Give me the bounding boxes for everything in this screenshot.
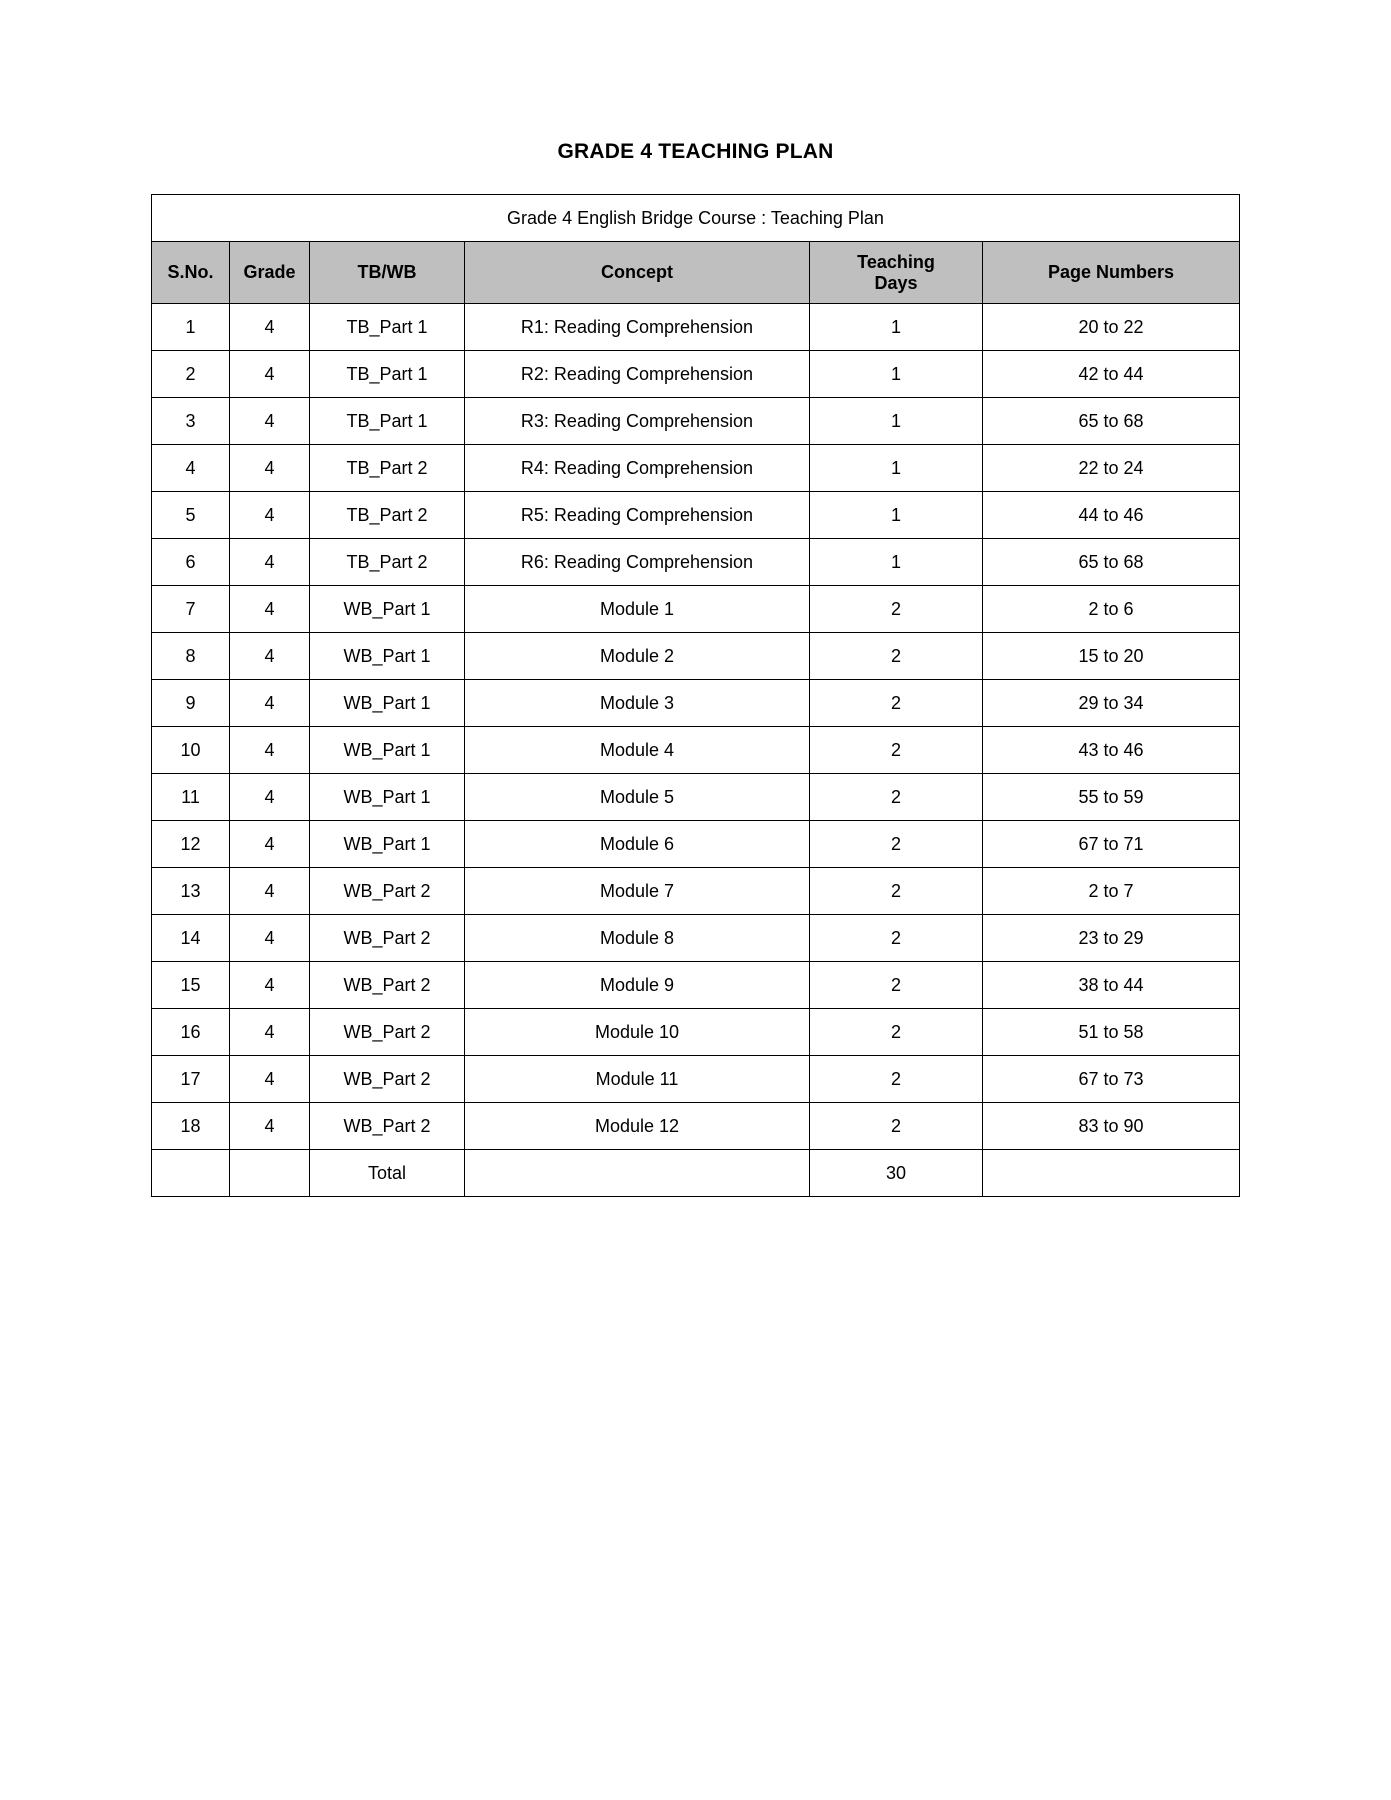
row-tbwb: WB_Part 1: [310, 633, 465, 680]
row-page-numbers: 15 to 20: [983, 633, 1240, 680]
row-teaching-days: 2: [810, 633, 983, 680]
row-page-numbers: 2 to 6: [983, 586, 1240, 633]
row-grade: 4: [230, 445, 310, 492]
table-body: [152, 304, 1240, 1197]
column-header-page-numbers: Page Numbers: [983, 242, 1240, 304]
row-page-numbers: 44 to 46: [983, 492, 1240, 539]
column-header-concept: Concept: [465, 242, 810, 304]
row-teaching-days: 1: [810, 398, 983, 445]
row-tbwb: TB_Part 2: [310, 539, 465, 586]
row-grade: 4: [230, 1056, 310, 1103]
row-page-numbers: 20 to 22: [983, 304, 1240, 351]
row-sno: 5: [152, 492, 230, 539]
table-row: [152, 727, 1240, 774]
table-row: [152, 915, 1240, 962]
row-concept: R4: Reading Comprehension: [465, 445, 810, 492]
row-sno: 6: [152, 539, 230, 586]
row-concept: Module 12: [465, 1103, 810, 1150]
row-page-numbers: 65 to 68: [983, 539, 1240, 586]
row-tbwb: WB_Part 2: [310, 915, 465, 962]
table-row: [152, 680, 1240, 727]
table-row: [152, 1056, 1240, 1103]
column-header-teaching-days: [810, 242, 983, 304]
row-grade: 4: [230, 727, 310, 774]
row-tbwb: WB_Part 1: [310, 680, 465, 727]
table-row: [152, 774, 1240, 821]
row-concept: Module 11: [465, 1056, 810, 1103]
row-grade: 4: [230, 492, 310, 539]
row-tbwb: WB_Part 2: [310, 962, 465, 1009]
row-tbwb: WB_Part 1: [310, 821, 465, 868]
row-page-numbers: 29 to 34: [983, 680, 1240, 727]
page-title: GRADE 4 TEACHING PLAN: [557, 140, 834, 163]
row-concept: Module 7: [465, 868, 810, 915]
row-page-numbers: 51 to 58: [983, 1009, 1240, 1056]
row-page-numbers: 67 to 73: [983, 1056, 1240, 1103]
row-concept: Module 1: [465, 586, 810, 633]
row-tbwb: WB_Part 2: [310, 1009, 465, 1056]
row-concept: Module 5: [465, 774, 810, 821]
row-grade: 4: [230, 351, 310, 398]
row-sno: 9: [152, 680, 230, 727]
table-row: [152, 539, 1240, 586]
row-grade: 4: [230, 868, 310, 915]
row-teaching-days: 1: [810, 304, 983, 351]
row-sno: 3: [152, 398, 230, 445]
row-teaching-days: 2: [810, 821, 983, 868]
row-grade: 4: [230, 774, 310, 821]
row-concept: Module 10: [465, 1009, 810, 1056]
row-concept: Module 4: [465, 727, 810, 774]
total-concept: [465, 1150, 810, 1197]
table-row: [152, 1009, 1240, 1056]
table-head: [152, 195, 1240, 304]
column-header-teaching-days-line2: Days: [874, 272, 918, 293]
row-tbwb: TB_Part 2: [310, 445, 465, 492]
row-concept: R6: Reading Comprehension: [465, 539, 810, 586]
table-row: [152, 304, 1240, 351]
row-sno: 2: [152, 351, 230, 398]
row-tbwb: WB_Part 1: [310, 774, 465, 821]
row-grade: 4: [230, 1009, 310, 1056]
row-teaching-days: 2: [810, 1056, 983, 1103]
row-sno: 16: [152, 1009, 230, 1056]
row-tbwb: TB_Part 1: [310, 304, 465, 351]
teaching-plan-table: [151, 194, 1240, 1197]
table-row: [152, 586, 1240, 633]
row-teaching-days: 1: [810, 539, 983, 586]
row-sno: 12: [152, 821, 230, 868]
row-grade: 4: [230, 304, 310, 351]
row-teaching-days: 2: [810, 962, 983, 1009]
row-teaching-days: 2: [810, 586, 983, 633]
row-page-numbers: 67 to 71: [983, 821, 1240, 868]
row-grade: 4: [230, 680, 310, 727]
row-grade: 4: [230, 1103, 310, 1150]
table-row: [152, 1103, 1240, 1150]
row-sno: 4: [152, 445, 230, 492]
row-teaching-days: 2: [810, 680, 983, 727]
row-tbwb: WB_Part 1: [310, 727, 465, 774]
table-row: [152, 633, 1240, 680]
column-header-tbwb: TB/WB: [310, 242, 465, 304]
table-row: [152, 398, 1240, 445]
table-row: [152, 868, 1240, 915]
total-grade: [230, 1150, 310, 1197]
row-sno: 10: [152, 727, 230, 774]
row-sno: 17: [152, 1056, 230, 1103]
row-concept: R2: Reading Comprehension: [465, 351, 810, 398]
row-teaching-days: 1: [810, 492, 983, 539]
row-concept: Module 8: [465, 915, 810, 962]
column-header-grade: Grade: [230, 242, 310, 304]
row-sno: 14: [152, 915, 230, 962]
row-page-numbers: 22 to 24: [983, 445, 1240, 492]
row-teaching-days: 2: [810, 774, 983, 821]
table-row: [152, 492, 1240, 539]
total-page-numbers: [983, 1150, 1240, 1197]
row-concept: R3: Reading Comprehension: [465, 398, 810, 445]
row-page-numbers: 83 to 90: [983, 1103, 1240, 1150]
row-grade: 4: [230, 821, 310, 868]
table-caption: Grade 4 English Bridge Course : Teaching Plan: [152, 195, 1240, 242]
row-teaching-days: 1: [810, 445, 983, 492]
row-teaching-days: 2: [810, 1009, 983, 1056]
row-teaching-days: 2: [810, 1103, 983, 1150]
table-row: [152, 962, 1240, 1009]
row-tbwb: WB_Part 2: [310, 1056, 465, 1103]
row-concept: R1: Reading Comprehension: [465, 304, 810, 351]
row-tbwb: TB_Part 1: [310, 351, 465, 398]
row-tbwb: WB_Part 1: [310, 586, 465, 633]
row-grade: 4: [230, 633, 310, 680]
total-teaching-days: 30: [810, 1150, 983, 1197]
row-sno: 13: [152, 868, 230, 915]
table-row: [152, 445, 1240, 492]
row-page-numbers: 38 to 44: [983, 962, 1240, 1009]
row-teaching-days: 2: [810, 915, 983, 962]
column-header-sno: S.No.: [152, 242, 230, 304]
row-sno: 1: [152, 304, 230, 351]
row-page-numbers: 43 to 46: [983, 727, 1240, 774]
row-page-numbers: 2 to 7: [983, 868, 1240, 915]
row-sno: 11: [152, 774, 230, 821]
row-page-numbers: 23 to 29: [983, 915, 1240, 962]
row-sno: 7: [152, 586, 230, 633]
table-row: [152, 821, 1240, 868]
row-grade: 4: [230, 915, 310, 962]
total-sno: [152, 1150, 230, 1197]
row-tbwb: WB_Part 2: [310, 868, 465, 915]
row-concept: Module 3: [465, 680, 810, 727]
row-sno: 15: [152, 962, 230, 1009]
row-concept: R5: Reading Comprehension: [465, 492, 810, 539]
row-concept: Module 9: [465, 962, 810, 1009]
total-label: Total: [310, 1150, 465, 1197]
row-teaching-days: 2: [810, 868, 983, 915]
row-teaching-days: 2: [810, 727, 983, 774]
table-row: [152, 351, 1240, 398]
row-page-numbers: 65 to 68: [983, 398, 1240, 445]
row-tbwb: WB_Part 2: [310, 1103, 465, 1150]
row-page-numbers: 55 to 59: [983, 774, 1240, 821]
column-header-teaching-days-line1: Teaching: [857, 251, 935, 272]
table-caption-row: [152, 195, 1240, 242]
row-grade: 4: [230, 586, 310, 633]
row-grade: 4: [230, 962, 310, 1009]
table-total-row: [152, 1150, 1240, 1197]
table-header-row: [152, 242, 1240, 304]
row-grade: 4: [230, 398, 310, 445]
row-concept: Module 6: [465, 821, 810, 868]
row-tbwb: TB_Part 1: [310, 398, 465, 445]
row-sno: 18: [152, 1103, 230, 1150]
row-tbwb: TB_Part 2: [310, 492, 465, 539]
row-concept: Module 2: [465, 633, 810, 680]
row-sno: 8: [152, 633, 230, 680]
row-grade: 4: [230, 539, 310, 586]
row-teaching-days: 1: [810, 351, 983, 398]
row-page-numbers: 42 to 44: [983, 351, 1240, 398]
